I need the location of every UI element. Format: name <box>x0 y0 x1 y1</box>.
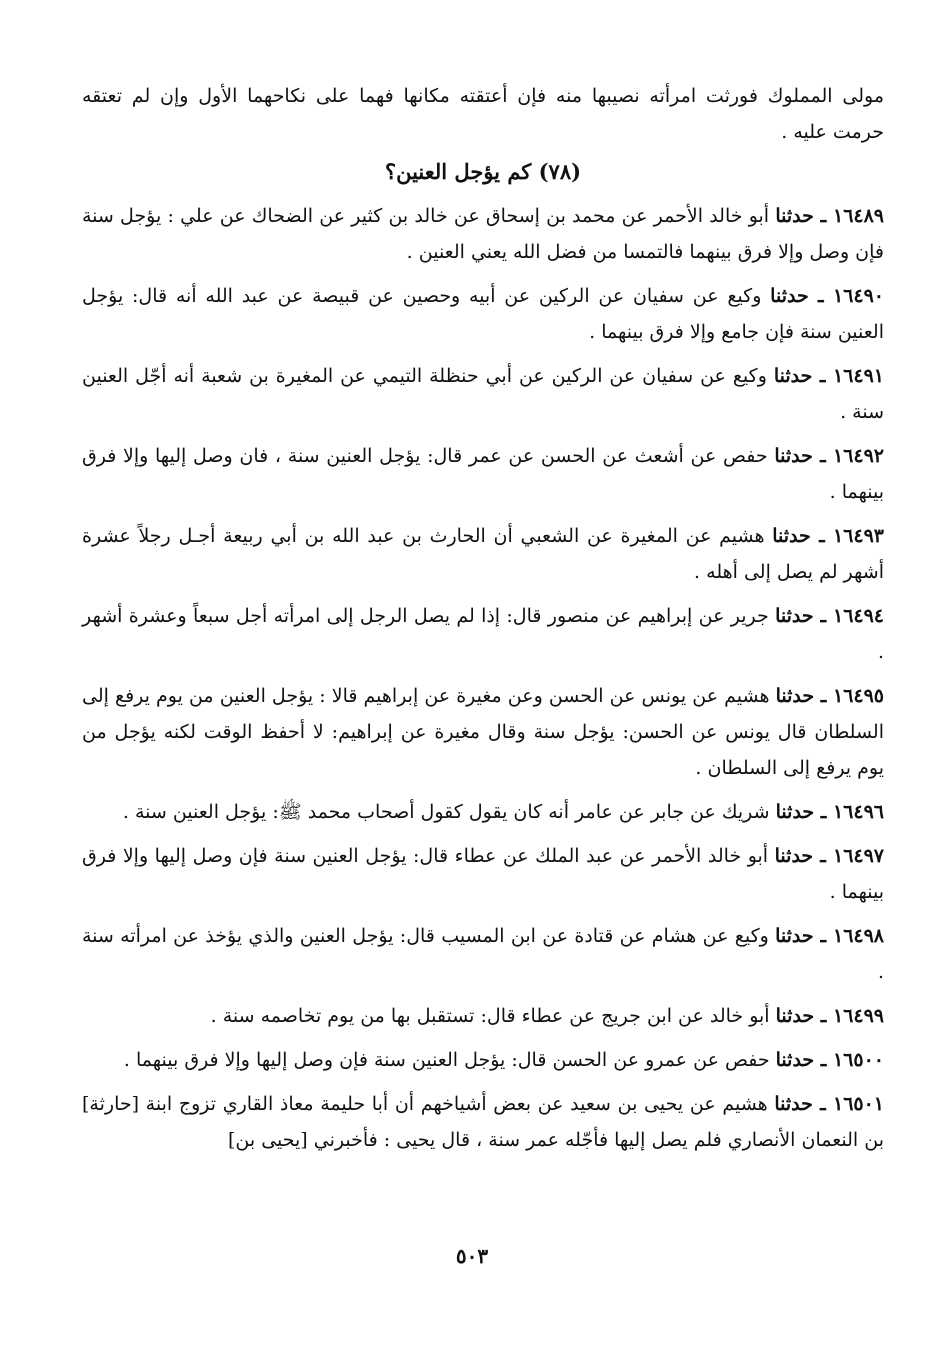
hadith-lead: حدثنا <box>770 285 809 307</box>
hadith-lead: حدثنا <box>775 801 815 823</box>
hadith-number: ١٦٤٩١ <box>832 365 884 387</box>
hadith-lead: حدثنا <box>775 605 814 627</box>
hadith-entry: ١٦٤٩٢ ـ حدثنا حفص عن أشعث عن الحسن عن عمر قال: يؤجل العنين سنة ، فان وصل إليها وإلا فرق بينهما . <box>82 445 884 503</box>
hadith-number: ١٦٤٩٦ <box>832 801 884 823</box>
hadith-entry: ١٦٤٩٧ ـ حدثنا أبو خالد الأحمر عن عبد الملك عن عطاء قال: يؤجل العنين سنة فإن وصل إليها وإلا فرق بينهما . <box>82 845 885 903</box>
hadith-number: ١٦٤٩٠ <box>832 285 884 307</box>
hadith-entry: ١٦٥٠١ ـ حدثنا هشيم عن يحيى بن سعيد عن بعض أشياخهم أن أبا حليمة معاذ القاري تزوج ابنة [حارثة] بن النعمان الأنصاري فلم يصل إليها فأجّله عمر سنة ، قال يحيى : فأخبرني [يحيى بن] <box>82 1093 885 1151</box>
hadith-number: ١٦٤٩٥ <box>832 685 884 707</box>
hadith-number: ١٦٥٠٠ <box>832 1049 884 1071</box>
hadith-lead: حدثنا <box>775 205 814 227</box>
hadith-number: ١٦٤٨٩ <box>832 205 885 227</box>
hadith-entry: ١٦٥٠٠ ـ حدثنا حفص عن عمرو عن الحسن قال: يؤجل العنين سنة فإن وصل إليها وإلا فرق بينهما . <box>123 1049 884 1071</box>
hadith-text: شريك عن جابر عن عامر أنه كان يقول كقول أصحاب محمد ﷺ: يؤجل العنين سنة . <box>122 801 770 823</box>
hadith-entry: ١٦٤٩٨ ـ حدثنا وكيع عن هشام عن قتادة عن ابن المسيب قال: يؤجل العنين والذي يؤخذ عن امرأته سنة . <box>82 925 885 983</box>
hadith-lead: حدثنا <box>774 1093 813 1115</box>
hadith-lead: حدثنا <box>774 845 814 867</box>
hadith-lead: حدثنا <box>775 1005 815 1027</box>
section-heading: (٧٨) كم يؤجل العنين؟ <box>384 159 582 184</box>
hadith-number: ١٦٤٩٣ <box>832 525 884 547</box>
hadith-entry: ١٦٤٩٣ ـ حدثنا هشيم عن المغيرة عن الشعبي أن الحارث بن عبد الله بن أبي ربيعة أجـل رجلاً عشرة أشهر لم يصل إلى أهله . <box>82 525 884 583</box>
hadith-entry: ١٦٤٩٠ ـ حدثنا وكيع عن سفيان عن الركين عن أبيه وحصين عن قبيصة عن عبد الله أنه قال: يؤجل العنين سنة فإن جامع وإلا فرق بينهما . <box>82 285 884 343</box>
hadith-number: ١٦٤٩٧ <box>832 845 885 867</box>
hadith-number: ١٦٤٩٨ <box>832 925 885 947</box>
hadith-text: أبو خالد الأحمر عن عبد الملك عن عطاء قال: يؤجل العنين سنة فإن وصل إليها وإلا فرق بينهما . <box>82 845 884 903</box>
hadith-lead: حدثنا <box>772 525 811 547</box>
hadith-text: أبو خالد عن ابن جريج عن عطاء قال: تستقبل بها من يوم تخاصمه سنة . <box>210 1005 770 1027</box>
hadith-entry: ١٦٤٩٤ ـ حدثنا جرير عن إبراهيم عن منصور قال: إذا لم يصل الرجل إلى امرأته أجل سبعاً وعشرة أشهر . <box>82 605 885 663</box>
hadith-number: ١٦٤٩٤ <box>832 605 885 627</box>
hadith-entry: ١٦٤٩٩ ـ حدثنا أبو خالد عن ابن جريج عن عطاء قال: تستقبل بها من يوم تخاصمه سنة . <box>210 1005 884 1027</box>
hadith-text: أبو خالد الأحمر عن محمد بن إسحاق عن خالد بن كثير عن الضحاك عن علي : يؤجل سنة فإن وصل وإلا فرق بينهما فالتمسا من فضل الله يعني العنين . <box>82 205 884 263</box>
hadith-number: ١٦٥٠١ <box>832 1093 885 1115</box>
hadith-lead: حدثنا <box>773 365 813 387</box>
hadith-number: ١٦٤٩٢ <box>832 445 884 467</box>
hadith-entry: ١٦٤٩١ ـ حدثنا وكيع عن سفيان عن الركين عن أبي حنظلة التيمي عن المغيرة بن شعبة أنه أجّل العنين سنة . <box>82 365 884 423</box>
page-number: ٥٠٣ <box>455 1244 489 1268</box>
page-body <box>82 78 884 1166</box>
hadith-text: حفص عن عمرو عن الحسن قال: يؤجل العنين سنة فإن وصل إليها وإلا فرق بينهما . <box>123 1049 770 1071</box>
hadith-text: حفص عن أشعث عن الحسن عن عمر قال: يؤجل العنين سنة ، فان وصل إليها وإلا فرق بينهما . <box>82 445 884 503</box>
hadith-text: جرير عن إبراهيم عن منصور قال: إذا لم يصل الرجل إلى امرأته أجل سبعاً وعشرة أشهر . <box>82 605 884 663</box>
hadith-text: وكيع عن هشام عن قتادة عن ابن المسيب قال: يؤجل العنين والذي يؤخذ عن امرأته سنة . <box>82 925 884 983</box>
hadith-lead: حدثنا <box>775 685 815 707</box>
hadith-lead: حدثنا <box>774 445 813 467</box>
hadith-entry: ١٦٤٩٥ ـ حدثنا هشيم عن يونس عن الحسن وعن مغيرة عن إبراهيم قالا : يؤجل العنين من يوم يرفع إلى السلطان قال يونس عن الحسن: يؤجل سنة وقال مغيرة عن إبراهيم: لا أحفظ الوقت لكنه يؤجل من يوم يرفع إلى السلطان . <box>82 685 884 779</box>
hadith-lead: حدثنا <box>775 1049 815 1071</box>
hadith-lead: حدثنا <box>775 925 814 947</box>
hadith-text: وكيع عن سفيان عن الركين عن أبيه وحصين عن قبيصة عن عبد الله أنه قال: يؤجل العنين سنة فإن جامع وإلا فرق بينهما . <box>82 285 884 343</box>
hadith-text: هشيم عن يحيى بن سعيد عن بعض أشياخهم أن أبا حليمة معاذ القاري تزوج ابنة [حارثة] بن النعمان الأنصاري فلم يصل إليها فأجّله عمر سنة ، قال يحيى : فأخبرني [يحيى بن] <box>82 1093 884 1151</box>
hadith-text: وكيع عن سفيان عن الركين عن أبي حنظلة التيمي عن المغيرة بن شعبة أنه أجّل العنين سنة . <box>82 365 884 423</box>
hadith-text: هشيم عن المغيرة عن الشعبي أن الحارث بن عبد الله بن أبي ربيعة أجـل رجلاً عشرة أشهر لم يصل إلى أهله . <box>82 525 884 583</box>
intro-paragraph: مولى المملوك فورثت امرأته نصيبها منه فإن أعتقته مكانها فهما على نكاحهما الأول وإن لم تعتقه حرمت عليه . <box>82 85 884 143</box>
hadith-text: هشيم عن يونس عن الحسن وعن مغيرة عن إبراهيم قالا : يؤجل العنين من يوم يرفع إلى السلطان قال يونس عن الحسن: يؤجل سنة وقال مغيرة عن إبراهيم: لا أحفظ الوقت لكنه يؤجل من يوم يرفع إلى السلطان . <box>82 685 884 779</box>
hadith-entry: ١٦٤٨٩ ـ حدثنا أبو خالد الأحمر عن محمد بن إسحاق عن خالد بن كثير عن الضحاك عن علي : يؤجل سنة فإن وصل وإلا فرق بينهما فالتمسا من فضل الله يعني العنين . <box>82 205 885 263</box>
hadith-number: ١٦٤٩٩ <box>832 1005 884 1027</box>
hadith-entry: ١٦٤٩٦ ـ حدثنا شريك عن جابر عن عامر أنه كان يقول كقول أصحاب محمد ﷺ: يؤجل العنين سنة . <box>122 801 884 823</box>
